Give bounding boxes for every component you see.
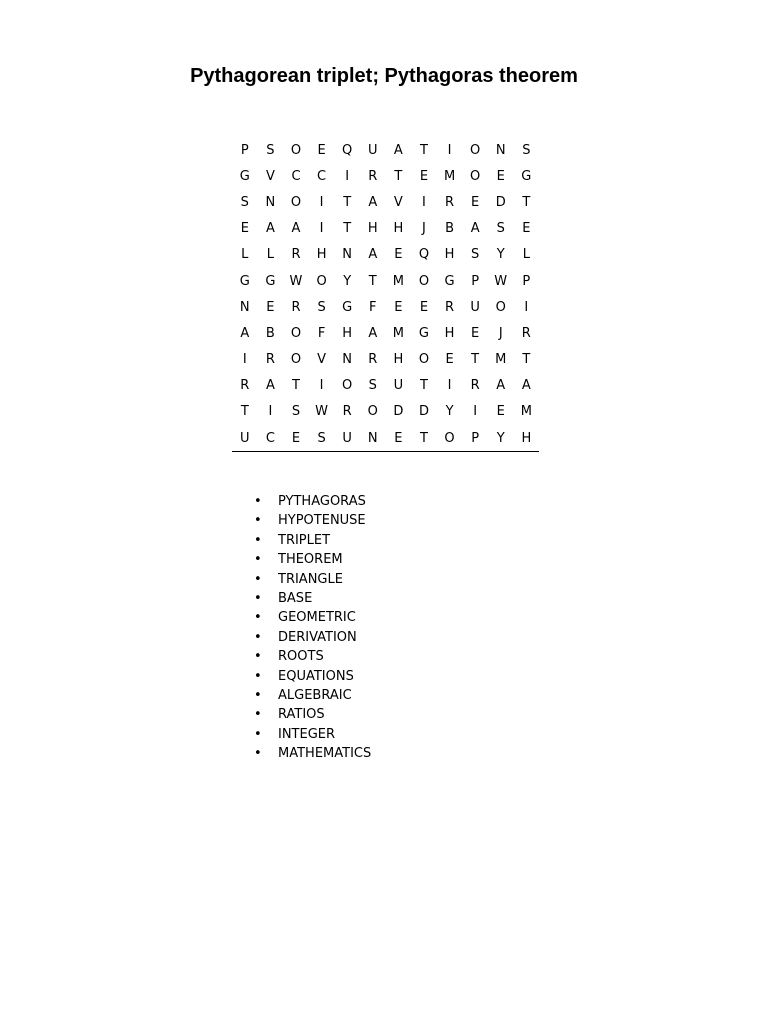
grid-letter: P — [522, 273, 531, 289]
word-text: INTEGER — [278, 726, 336, 742]
grid-letter: I — [242, 352, 247, 368]
grid-letter: R — [368, 352, 378, 368]
grid-letter: O — [418, 273, 430, 289]
grid-letter: T — [419, 430, 428, 446]
word-list-item — [252, 667, 371, 686]
grid-letter: N — [265, 194, 276, 210]
grid-letter: O — [316, 273, 327, 289]
grid-letter: R — [240, 378, 250, 394]
grid-letter: W — [494, 273, 508, 289]
grid-letter: T — [343, 221, 352, 237]
grid-letter: E — [291, 430, 301, 446]
grid-letter: O — [418, 352, 430, 368]
grid-letter: O — [470, 142, 481, 158]
word-text: ROOTS — [278, 649, 324, 665]
grid-letter: H — [393, 221, 404, 237]
bullet-icon: • — [254, 668, 262, 684]
grid-row — [232, 137, 539, 163]
grid-letter: A — [496, 378, 506, 394]
grid-letter: L — [266, 247, 275, 263]
grid-letter: E — [240, 221, 249, 237]
grid-letter: M — [520, 404, 532, 420]
grid-row — [232, 294, 539, 320]
word-list-item — [252, 570, 371, 589]
grid-letter: O — [290, 325, 302, 341]
bullet-icon: • — [254, 746, 262, 762]
grid-letter: M — [392, 325, 404, 341]
word-list-item — [252, 725, 371, 744]
grid-row — [232, 268, 539, 294]
grid-letter: R — [291, 299, 301, 315]
grid-letter: S — [266, 142, 275, 158]
grid-letter: P — [471, 430, 480, 446]
grid-letter: T — [292, 378, 300, 394]
grid-letter: A — [521, 378, 531, 394]
grid-letter: S — [317, 299, 326, 315]
word-text: PYTHAGORAS — [278, 494, 366, 509]
word-text: EQUATIONS — [278, 668, 354, 684]
word-text: TRIANGLE — [278, 571, 343, 587]
grid-letter: B — [445, 221, 454, 237]
grid-letter: E — [496, 404, 505, 420]
word-text: TRIPLET — [278, 532, 331, 548]
grid-letter: D — [418, 404, 429, 420]
grid-letter: T — [522, 352, 531, 368]
bullet-icon: • — [254, 610, 262, 626]
grid-letter: U — [393, 378, 404, 394]
grid-letter: F — [317, 325, 326, 341]
grid-body — [232, 137, 539, 452]
grid-letter: A — [240, 325, 250, 341]
grid-letter: S — [291, 404, 301, 420]
grid-letter: E — [419, 299, 429, 315]
word-text: RATIOS — [278, 707, 325, 723]
grid-letter: O — [470, 168, 481, 184]
grid-letter: D — [393, 404, 404, 420]
bullet-icon: • — [254, 513, 262, 529]
grid-row — [232, 320, 539, 346]
grid-letter: I — [447, 142, 452, 158]
word-list-item — [252, 744, 371, 763]
grid-letter: H — [316, 247, 327, 263]
grid-letter: E — [419, 168, 429, 184]
word-text: THEOREM — [278, 552, 343, 568]
grid-letter: N — [367, 430, 378, 446]
grid-letter: R — [445, 299, 455, 315]
word-search-grid — [232, 137, 539, 452]
grid-letter: T — [522, 194, 531, 210]
grid-letter: A — [368, 325, 378, 341]
grid-letter: U — [368, 142, 378, 158]
grid-row — [232, 163, 539, 189]
grid-letter: T — [240, 404, 249, 420]
grid-letter: U — [342, 430, 352, 446]
grid-letter: R — [521, 325, 531, 341]
grid-letter: S — [522, 142, 531, 158]
grid-letter: E — [471, 194, 480, 210]
grid-row — [232, 399, 539, 425]
grid-letter: H — [444, 325, 455, 341]
grid-letter: O — [290, 142, 302, 158]
grid-row — [232, 347, 539, 373]
grid-letter: O — [367, 404, 378, 420]
grid-letter: E — [394, 430, 403, 446]
grid-letter: R — [368, 168, 378, 184]
grid-letter: U — [470, 299, 480, 315]
page-title: Pythagorean triplet; Pythagoras theorem — [190, 65, 578, 87]
grid-letter: W — [289, 273, 303, 289]
grid-letter: O — [444, 430, 455, 446]
grid-letter: A — [368, 247, 378, 263]
grid-letter: N — [342, 247, 353, 263]
word-text: MATHEMATICS — [278, 746, 372, 762]
word-list-item — [252, 608, 371, 627]
grid-letter: U — [240, 430, 250, 446]
grid-letter: S — [471, 247, 480, 263]
grid-letter: T — [368, 273, 377, 289]
grid-letter: H — [444, 247, 455, 263]
grid-letter: C — [317, 168, 327, 184]
word-text: BASE — [278, 590, 313, 606]
grid-letter: M — [443, 168, 456, 184]
grid-letter: R — [445, 194, 455, 210]
grid-letter: S — [240, 194, 249, 210]
grid-letter: M — [495, 352, 507, 368]
grid-letter: T — [419, 142, 428, 158]
grid-letter: Q — [342, 142, 353, 158]
word-text: GEOMETRIC — [278, 610, 356, 626]
bullet-icon: • — [254, 687, 262, 703]
grid-letter: R — [265, 352, 275, 368]
grid-letter: E — [266, 299, 275, 315]
grid-row — [232, 216, 539, 242]
grid-letter: P — [471, 273, 480, 289]
grid-letter: G — [239, 273, 250, 289]
grid-letter: G — [418, 325, 429, 341]
grid-letter: I — [268, 404, 273, 420]
word-text: DERIVATION — [278, 629, 357, 645]
grid-letter: G — [265, 273, 276, 289]
grid-letter: S — [368, 378, 377, 394]
grid-letter: Y — [496, 247, 505, 263]
grid-row — [232, 373, 539, 399]
grid-letter: L — [241, 247, 249, 263]
grid-letter: H — [342, 325, 353, 341]
grid-letter: S — [317, 430, 326, 446]
grid-letter: Y — [445, 404, 454, 420]
grid-letter: V — [265, 168, 275, 184]
bullet-icon: • — [254, 494, 262, 509]
grid-letter: O — [342, 378, 353, 394]
word-list-item — [252, 511, 371, 530]
bullet-icon: • — [254, 707, 262, 723]
grid-letter: T — [343, 194, 352, 210]
grid-letter: R — [342, 404, 352, 420]
grid-letter: A — [265, 378, 275, 394]
word-list-item — [252, 686, 371, 705]
grid-letter: A — [265, 221, 275, 237]
grid-letter: J — [422, 221, 426, 237]
word-list-item — [252, 550, 371, 569]
grid-letter: J — [498, 325, 503, 341]
grid-letter: G — [342, 299, 353, 315]
grid-letter: E — [496, 168, 505, 184]
grid-letter: N — [495, 142, 506, 158]
grid-letter: V — [393, 194, 403, 210]
grid-letter: I — [473, 404, 478, 420]
grid-letter: Y — [496, 430, 505, 446]
bullet-icon: • — [254, 552, 262, 568]
bullet-icon: • — [254, 571, 262, 587]
grid-letter: G — [521, 168, 532, 184]
word-list-item — [252, 705, 371, 724]
grid-letter: D — [495, 194, 506, 210]
grid-letter: T — [419, 378, 428, 394]
grid-letter: L — [522, 247, 530, 263]
grid-letter: A — [368, 194, 378, 210]
grid-letter: A — [393, 142, 403, 158]
word-list-item — [252, 492, 371, 511]
grid-row — [232, 425, 539, 452]
bullet-icon: • — [254, 629, 262, 645]
grid-letter: T — [394, 168, 403, 184]
grid-letter: C — [291, 168, 301, 184]
grid-letter: F — [369, 299, 377, 315]
bullet-icon: • — [254, 726, 262, 742]
grid-letter: I — [345, 168, 350, 184]
grid-letter: H — [367, 221, 378, 237]
grid-letter: A — [470, 221, 480, 237]
grid-letter: O — [290, 194, 302, 210]
grid-letter: I — [319, 194, 324, 210]
grid-letter: R — [291, 247, 301, 263]
grid-letter: S — [496, 221, 505, 237]
grid-letter: T — [471, 352, 480, 368]
grid-row — [232, 189, 539, 215]
grid-letter: N — [342, 352, 353, 368]
grid-letter: V — [317, 352, 327, 368]
grid-letter: N — [239, 299, 250, 315]
word-list — [252, 492, 371, 763]
word-list-item — [252, 589, 371, 608]
grid-letter: O — [495, 299, 506, 315]
grid-letter: Q — [418, 247, 430, 263]
grid-letter: E — [445, 352, 454, 368]
grid-letter: I — [319, 378, 324, 394]
grid-letter: E — [471, 325, 480, 341]
grid-letter: C — [265, 430, 275, 446]
grid-letter: G — [444, 273, 455, 289]
word-list-item — [252, 531, 371, 550]
bullet-icon: • — [254, 532, 262, 548]
grid-letter: H — [521, 430, 532, 446]
grid-letter: E — [394, 247, 403, 263]
grid-letter: E — [522, 221, 531, 237]
word-list-item — [252, 647, 371, 666]
grid-letter: E — [317, 142, 326, 158]
grid-letter: I — [422, 194, 426, 210]
grid-row — [232, 242, 539, 268]
grid-letter: M — [392, 273, 404, 289]
bullet-icon: • — [254, 649, 262, 665]
word-text: HYPOTENUSE — [278, 513, 366, 529]
grid-letter: W — [315, 404, 328, 420]
grid-letter: Y — [343, 273, 352, 289]
grid-letter: G — [239, 168, 250, 184]
word-list-item — [252, 628, 371, 647]
grid-letter: B — [265, 325, 275, 341]
grid-letter: O — [290, 352, 302, 368]
grid-letter: E — [394, 299, 403, 315]
grid-letter: H — [393, 352, 404, 368]
grid-letter: I — [524, 299, 529, 315]
grid-letter: A — [291, 221, 301, 237]
grid-letter: R — [470, 378, 480, 394]
grid-letter: I — [447, 378, 452, 394]
word-text: ALGEBRAIC — [278, 687, 352, 703]
grid-letter: P — [240, 142, 249, 158]
bullet-icon: • — [254, 590, 262, 606]
grid-letter: I — [319, 221, 324, 237]
